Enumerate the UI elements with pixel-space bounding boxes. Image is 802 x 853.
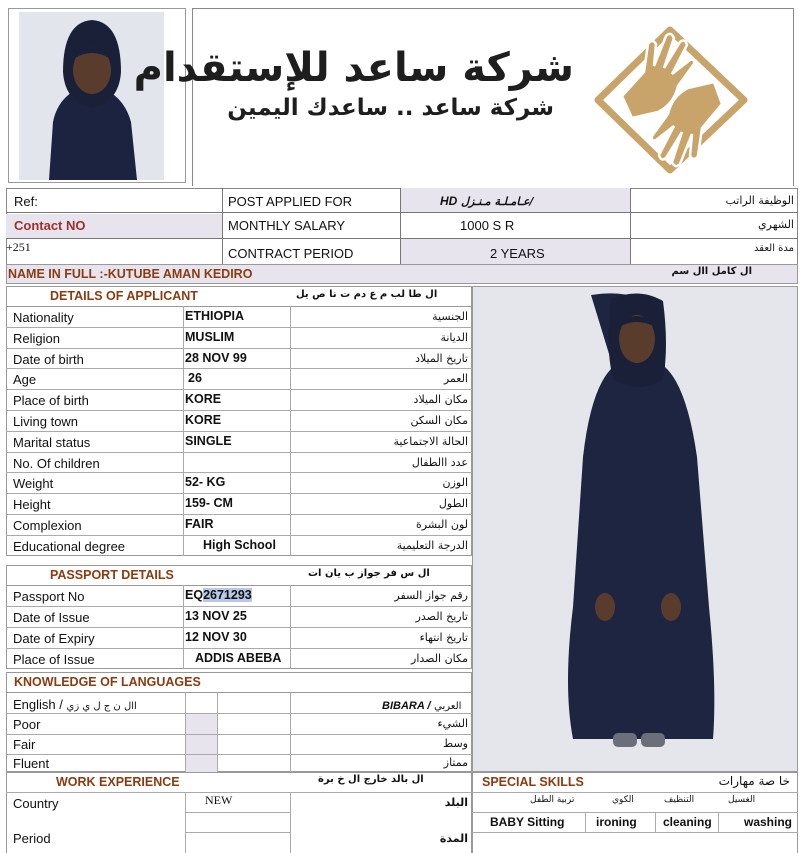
skill-washing: washing — [744, 815, 793, 829]
applicant-row-label: Height — [13, 497, 51, 512]
applicant-row-divider — [6, 452, 472, 453]
applicant-row-divider — [6, 493, 472, 494]
work-section-title: WORK EXPERIENCE — [56, 775, 180, 789]
period-ar: المدة — [439, 832, 468, 845]
applicant-portrait-photo — [19, 12, 164, 180]
level-fair-ar: وسط — [443, 737, 468, 750]
passport-section-title-ar: ال س فر جواز ب يان ات — [308, 568, 430, 579]
contract-ar: مدة العقد — [754, 243, 794, 254]
applicant-row-value: 52- KG — [185, 475, 226, 489]
applicant-row-ar: الدرجة التعليمية — [396, 539, 468, 552]
passport-row-value: ADDIS ABEBA — [195, 651, 282, 665]
post-ar: الوظيفة الراتب — [725, 194, 794, 207]
work-section-title-ar: ال بالد خارج ال خ برة — [318, 774, 424, 785]
skill-ironing: ironing — [596, 815, 637, 829]
company-name: شركة ساعد للإستقدام — [133, 45, 574, 91]
english-language-label: English / اال ن ج ل ي زي — [13, 697, 137, 712]
applicant-row-ar: عدد االطفال — [411, 456, 468, 469]
salary-label: MONTHLY SALARY — [228, 218, 346, 233]
skill-cleaning-ar: التنظيف — [664, 795, 695, 805]
applicant-row-label: Religion — [13, 331, 60, 346]
full-name-ar: ال كامل اال سم — [671, 266, 752, 277]
passport-number-prefix: EQ — [185, 588, 204, 602]
skills-section-title: SPECIAL SKILLS — [482, 775, 584, 789]
skill-ironing-ar: الكوي — [612, 795, 634, 805]
applicant-row-label: Weight — [13, 476, 54, 491]
company-logo — [592, 26, 752, 174]
post-value: HD عـامـلـة مـنـزل/ — [440, 194, 534, 208]
arabic-language-label: BIBARA / العربي — [382, 700, 462, 712]
applicant-row-ar: لون البشرة — [416, 518, 468, 531]
applicant-row-value: 28 NOV 99 — [185, 351, 247, 365]
country-value: NEW — [205, 793, 233, 807]
applicant-full-body-photo — [472, 286, 798, 772]
applicant-row-label: Age — [13, 372, 37, 387]
passport-row-ar: مكان الصدار — [411, 652, 468, 665]
phone-value: +251 — [6, 240, 31, 254]
applicant-section-title-ar: ال طا لب م ع دم ت نا ص يل — [296, 289, 438, 300]
contract-value: 2 YEARS — [490, 246, 545, 261]
applicant-row-value: KORE — [185, 392, 222, 406]
applicant-section-title: DETAILS OF APPLICANT — [50, 289, 198, 303]
skills-section-title-ar: خا صة مهارات — [718, 774, 790, 788]
passport-row-divider — [6, 606, 472, 607]
full-name: NAME IN FULL :-KUTUBE AMAN KEDIRO — [8, 267, 253, 281]
applicant-row-ar: الطول — [438, 497, 468, 510]
applicant-row-ar: تاريخ الميلاد — [415, 352, 468, 365]
applicant-row-divider — [6, 389, 472, 390]
applicant-row-label: Nationality — [13, 310, 74, 325]
level-fair: Fair — [13, 737, 36, 752]
applicant-row-value: High School — [203, 538, 276, 552]
applicant-row-label: Educational degree — [13, 539, 126, 554]
applicant-row-value: KORE — [185, 413, 222, 427]
passport-row-value: 12 NOV 30 — [185, 630, 247, 644]
applicant-row-ar: العمر — [443, 372, 468, 385]
applicant-row-label: Date of birth — [13, 352, 84, 367]
level-poor-ar: الشيء — [437, 717, 468, 730]
passport-row-ar: تاريخ انتهاء — [419, 631, 468, 644]
skill-baby-sitting: BABY Sitting — [490, 815, 565, 829]
passport-number-value — [185, 589, 252, 602]
applicant-row-divider — [6, 431, 472, 432]
passport-section-title: PASSPORT DETAILS — [50, 568, 174, 582]
level-fluent-ar: ممتاز — [443, 756, 468, 769]
skill-washing-ar: الغسيل — [728, 795, 756, 805]
company-slogan: شركة ساعد .. ساعدك اليمين — [227, 95, 554, 121]
applicant-row-label: Place of birth — [13, 393, 89, 408]
level-poor: Poor — [13, 717, 41, 732]
languages-section-title: KNOWLEDGE OF LANGUAGES — [14, 675, 201, 689]
salary-ar: الشهري — [758, 218, 794, 231]
salary-value: 1000 S R — [460, 218, 515, 233]
passport-row-divider — [6, 627, 472, 628]
country-ar: البلد — [444, 796, 468, 809]
applicant-row-value: 159- CM — [185, 496, 233, 510]
applicant-row-label: Complexion — [13, 518, 82, 533]
applicant-row-ar: الوزن — [442, 476, 468, 489]
passport-row-ar: تاريخ الصدر — [415, 610, 468, 623]
country-label: Country — [13, 796, 59, 811]
applicant-row-ar: الحالة الاجتماعية — [393, 435, 468, 448]
applicant-row-ar: الديانة — [440, 331, 468, 344]
skill-cleaning: cleaning — [663, 815, 712, 829]
applicant-row-divider — [6, 348, 472, 349]
passport-number-highlight: 2671293 — [203, 588, 252, 602]
applicant-row-value: ETHIOPIA — [185, 309, 245, 323]
passport-row-label: Date of Issue — [13, 610, 90, 625]
ref-label: Ref: — [14, 194, 38, 209]
level-fluent: Fluent — [13, 756, 50, 771]
applicant-row-value: FAIR — [185, 517, 214, 531]
contract-label: CONTRACT PERIOD — [228, 246, 354, 261]
applicant-row-divider — [6, 535, 472, 536]
applicant-row-value: MUSLIM — [185, 330, 235, 344]
passport-row-label: Date of Expiry — [13, 631, 95, 646]
applicant-row-value: SINGLE — [185, 434, 232, 448]
applicant-row-divider — [6, 410, 472, 411]
applicant-row-divider — [6, 472, 472, 473]
applicant-row-divider — [6, 514, 472, 515]
post-label: POST APPLIED FOR — [228, 194, 353, 209]
applicant-row-divider — [6, 327, 472, 328]
applicant-row-ar: الجنسية — [432, 310, 468, 323]
passport-row-label: Passport No — [13, 589, 85, 604]
applicant-row-ar: مكان الميلاد — [413, 393, 468, 406]
passport-row-value: 13 NOV 25 — [185, 609, 247, 623]
applicant-row-label: Living town — [13, 414, 79, 429]
applicant-row-divider — [6, 368, 472, 369]
contact-label: Contact NO — [14, 218, 86, 233]
period-label: Period — [13, 831, 51, 846]
applicant-row-value: 26 — [188, 371, 202, 385]
applicant-row-ar: مكان السكن — [410, 414, 468, 427]
passport-row-divider — [6, 648, 472, 649]
applicant-row-label: Marital status — [13, 435, 91, 450]
passport-row-label: Place of Issue — [13, 652, 95, 667]
passport-row-ar: رقم جواز السفر — [394, 589, 468, 602]
applicant-row-label: No. Of children — [13, 456, 100, 471]
skill-baby-ar: تربية الطفل — [530, 795, 575, 805]
